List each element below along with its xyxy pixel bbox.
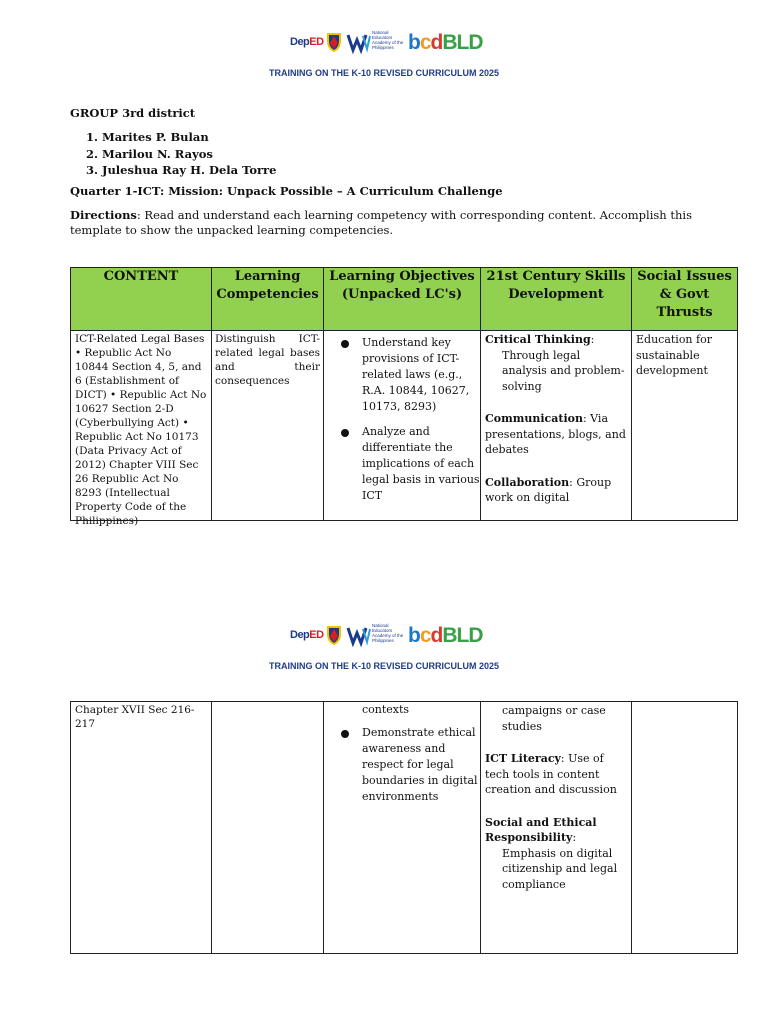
objective-item: Demonstrate ethical awareness and respect for legal boundaries in digital environments <box>324 725 480 805</box>
directions-paragraph <box>70 208 710 238</box>
competency-cell: Distinguish ICT-related legal bases and their consequences <box>212 331 324 521</box>
member-item: 3. Juleshua Ray H. Dela Torre <box>102 162 276 179</box>
social-cell: Education for sustainable development <box>632 331 738 521</box>
skill-continuation: campaigns or case studies <box>502 704 606 733</box>
bullet-icon <box>341 429 349 437</box>
skills-cell <box>481 702 632 954</box>
header-content: CONTENT <box>71 268 212 331</box>
deped-logo: DepED <box>290 629 324 641</box>
directions-label: Directions <box>70 208 137 222</box>
skill-item: Critical Thinking: Through legal analysis and problem-solving <box>485 333 625 393</box>
objectives-list <box>324 725 480 805</box>
bld-logo: bcdBLD <box>408 31 483 54</box>
objective-continuation: contexts <box>362 703 410 716</box>
bullet-icon <box>341 730 349 738</box>
logo-strip <box>0 28 768 58</box>
objectives-list <box>324 335 480 520</box>
content-cell: ICT-Related Legal Bases • Republic Act No 10844 Section 4, 5, and 6 (Establishment of DICT) • Republic Act No 10627 Section 2-D (Cyberbullying Act) • Republic Act No 10173 (Data Privacy Act of 2012) Chapter VIII Sec 26 Republic Act No 8293 (Intellectual Property Code of the Philippines) <box>71 331 212 521</box>
bagong-pilipinas-seal-icon <box>325 31 343 53</box>
competency-table-page1 <box>70 267 738 527</box>
objective-item: Understand key provisions of ICT-related laws (e.g., R.A. 10844, 10627, 10173, 8293) <box>324 335 480 415</box>
objectives-cell <box>324 702 481 954</box>
training-title: TRAINING ON THE K-10 REVISED CURRICULUM 2025 <box>268 68 500 78</box>
quarter-title: Quarter 1-ICT: Mission: Unpack Possible – A Curriculum Challenge <box>70 184 503 198</box>
neap-w-icon <box>347 32 371 52</box>
objectives-cell <box>324 331 481 521</box>
logo-strip <box>0 621 768 651</box>
header-learning-competencies: Learning Competencies <box>212 268 324 331</box>
objective-item: Analyze and differentiate the implications of each legal basis in various ICT <box>324 424 480 504</box>
skills-cell <box>481 331 632 521</box>
header-social-issues: Social Issues & Govt Thrusts <box>632 268 738 331</box>
skill-item: ICT Literacy: Use of tech tools in content creation and discussion <box>485 752 617 796</box>
skill-item: Collaboration: Group work on digital <box>485 475 612 504</box>
competency-table-page2 <box>70 701 738 954</box>
bld-logo: bcdBLD <box>408 624 483 647</box>
neap-w-icon <box>347 625 371 645</box>
group-title: GROUP 3rd district <box>70 106 196 120</box>
content-cell: Chapter XVII Sec 216-217 <box>71 702 212 954</box>
directions-text: : Read and understand each learning competency with corresponding content. Accomplish this template to show the unpacked learning competencies. <box>70 208 692 237</box>
skill-item: Communication: Via presentations, blogs, and debates <box>485 412 626 456</box>
deped-logo: DepED <box>290 36 324 48</box>
social-cell <box>632 702 738 954</box>
skill-item: Social and Ethical Responsibility: Emphasis on digital citizenship and legal compliance <box>485 815 618 891</box>
neap-logo-text: National Educators Academy of the Philippines <box>372 623 404 643</box>
header-21st-century-skills: 21st Century Skills Development <box>481 268 632 331</box>
member-item: 1. Marites P. Bulan <box>102 129 276 146</box>
bagong-pilipinas-seal-icon <box>325 624 343 646</box>
header-learning-objectives: Learning Objectives (Unpacked LC's) <box>324 268 481 331</box>
bullet-icon <box>341 340 349 348</box>
member-item: 2. Marilou N. Rayos <box>102 146 276 163</box>
member-list <box>84 129 276 179</box>
neap-logo-text: National Educators Academy of the Philippines <box>372 30 404 50</box>
training-title: TRAINING ON THE K-10 REVISED CURRICULUM 2025 <box>268 661 500 671</box>
competency-cell <box>212 702 324 954</box>
